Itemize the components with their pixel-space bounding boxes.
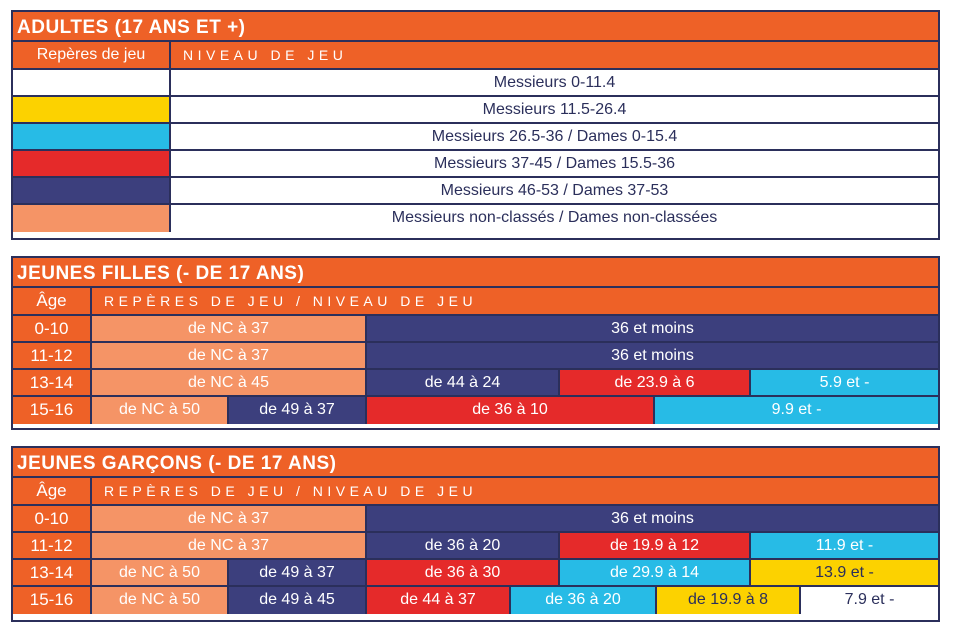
color-swatch-cyan	[13, 124, 171, 149]
level-cell-cyan: de 29.9 à 14	[560, 560, 751, 585]
filles-header-col2: REPÈRES DE JEU / NIVEAU DE JEU	[104, 293, 478, 309]
level-cell-cyan: 11.9 et -	[751, 533, 938, 558]
color-swatch-navy	[13, 178, 171, 203]
age-cell: 15-16	[13, 397, 92, 424]
level-cell-cyan: de 36 à 20	[511, 587, 657, 614]
level-cell-cyan: 5.9 et -	[751, 370, 938, 395]
garcons-row	[13, 533, 938, 560]
color-swatch-yellow	[13, 97, 171, 122]
adultes-header-col2: NIVEAU DE JEU	[183, 47, 348, 63]
age-cell: 0-10	[13, 506, 92, 531]
filles-title: JEUNES FILLES (- DE 17 ANS)	[13, 258, 938, 288]
filles-table	[11, 256, 940, 430]
filles-row	[13, 397, 938, 424]
filles-rows	[13, 316, 938, 424]
garcons-row	[13, 560, 938, 587]
adultes-rows	[13, 70, 938, 232]
garcons-row	[13, 587, 938, 614]
adultes-title: ADULTES (17 ANS ET +)	[13, 12, 938, 42]
adultes-row	[13, 178, 938, 205]
level-cell-red: de 44 à 37	[367, 587, 511, 614]
level-cell-red: de 23.9 à 6	[560, 370, 751, 395]
garcons-header-row	[13, 478, 938, 506]
level-cell-navy: de 49 à 45	[229, 587, 367, 614]
level-text: Messieurs 37-45 / Dames 15.5-36	[171, 151, 938, 176]
level-cell-navy: de 49 à 37	[229, 560, 367, 585]
level-cell-salmon: de NC à 50	[92, 560, 229, 585]
level-cell-salmon: de NC à 45	[92, 370, 367, 395]
age-cell: 0-10	[13, 316, 92, 341]
level-text: Messieurs 26.5-36 / Dames 0-15.4	[171, 124, 938, 149]
level-cell-yellow: 13.9 et -	[751, 560, 938, 585]
level-cell-salmon: de NC à 50	[92, 397, 229, 424]
level-cell-white: 7.9 et -	[801, 587, 938, 614]
level-cell-salmon: de NC à 37	[92, 533, 367, 558]
adultes-row	[13, 70, 938, 97]
level-text: Messieurs 11.5-26.4	[171, 97, 938, 122]
level-cell-cyan: 9.9 et -	[655, 397, 938, 424]
level-cell-red: de 19.9 à 12	[560, 533, 751, 558]
age-cell: 13-14	[13, 560, 92, 585]
age-cell: 13-14	[13, 370, 92, 395]
color-swatch-white	[13, 70, 171, 95]
filles-row	[13, 370, 938, 397]
adultes-row	[13, 97, 938, 124]
level-cell-navy: de 44 à 24	[367, 370, 560, 395]
filles-row	[13, 343, 938, 370]
adultes-row	[13, 151, 938, 178]
level-text: Messieurs non-classés / Dames non-classées	[171, 205, 938, 232]
level-cell-salmon: de NC à 37	[92, 506, 367, 531]
level-cell-salmon: de NC à 50	[92, 587, 229, 614]
age-cell: 15-16	[13, 587, 92, 614]
level-cell-navy: de 36 à 20	[367, 533, 560, 558]
level-text: Messieurs 0-11.4	[171, 70, 938, 95]
age-cell: 11-12	[13, 343, 92, 368]
level-cell-navy: de 49 à 37	[229, 397, 367, 424]
adultes-row	[13, 124, 938, 151]
level-cell-salmon: de NC à 37	[92, 316, 367, 341]
color-swatch-salmon	[13, 205, 171, 232]
garcons-header-col1: Âge	[13, 478, 92, 504]
garcons-row	[13, 506, 938, 533]
adultes-row	[13, 205, 938, 232]
level-cell-navy: 36 et moins	[367, 506, 938, 531]
level-cell-navy: 36 et moins	[367, 343, 938, 368]
adultes-header-row	[13, 42, 938, 70]
filles-header-col1: Âge	[13, 288, 92, 314]
level-cell-salmon: de NC à 37	[92, 343, 367, 368]
filles-row	[13, 316, 938, 343]
adultes-header-col1: Repères de jeu	[13, 42, 171, 68]
garcons-table	[11, 446, 940, 622]
color-swatch-red	[13, 151, 171, 176]
level-cell-red: de 36 à 10	[367, 397, 655, 424]
level-cell-yellow: de 19.9 à 8	[657, 587, 801, 614]
garcons-rows	[13, 506, 938, 614]
level-text: Messieurs 46-53 / Dames 37-53	[171, 178, 938, 203]
adultes-table	[11, 10, 940, 240]
level-cell-red: de 36 à 30	[367, 560, 560, 585]
age-cell: 11-12	[13, 533, 92, 558]
level-cell-navy: 36 et moins	[367, 316, 938, 341]
garcons-header-col2: REPÈRES DE JEU / NIVEAU DE JEU	[104, 483, 478, 499]
filles-header-row	[13, 288, 938, 316]
garcons-title: JEUNES GARÇONS (- DE 17 ANS)	[13, 448, 938, 478]
